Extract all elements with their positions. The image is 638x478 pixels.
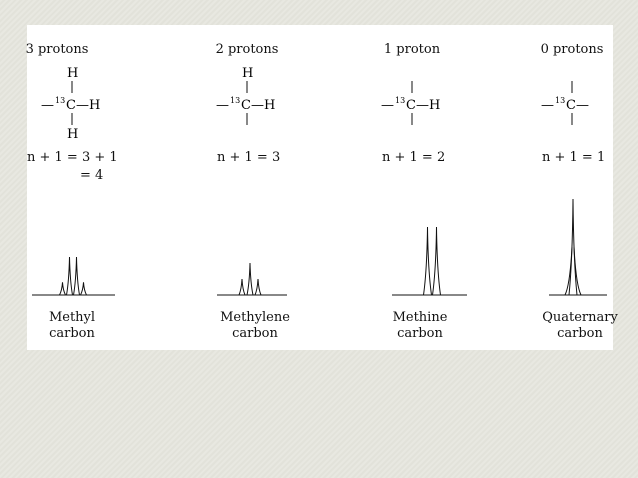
label-line-2: carbon <box>232 326 278 341</box>
spectrum-peaks <box>565 199 581 295</box>
column-methylene <box>202 25 348 350</box>
carbon-atom: C <box>66 98 76 113</box>
singlet-spectrum <box>527 185 638 305</box>
column-heading: 3 protons <box>25 42 89 57</box>
mass-number: 13 <box>555 96 566 105</box>
column-heading: 2 protons <box>215 42 279 57</box>
spectrum-peaks <box>424 227 441 295</box>
peak-3 <box>74 257 80 295</box>
peak-1 <box>569 199 577 295</box>
spectrum-peaks <box>239 263 261 295</box>
peak-4 <box>81 282 87 295</box>
label-line-1: Quaternary <box>542 310 618 325</box>
left-bond: — <box>216 98 229 113</box>
label-line-2: carbon <box>49 326 95 341</box>
column-methine <box>367 25 513 350</box>
peak-2 <box>433 227 441 295</box>
right-hydrogen: —H <box>76 98 101 113</box>
quaternary-structure <box>527 63 638 143</box>
equation-result: = 4 <box>80 168 104 183</box>
top-hydrogen: H <box>67 66 79 81</box>
top-hydrogen: H <box>242 66 254 81</box>
left-bond: — <box>541 98 554 113</box>
equation: n + 1 = 1 <box>542 150 606 165</box>
peak-3 <box>255 279 261 295</box>
right-hydrogen: —H <box>251 98 276 113</box>
figure-panel <box>25 25 618 350</box>
carbon-type-label <box>347 310 493 342</box>
methyl-structure <box>27 63 173 143</box>
spectrum-peaks <box>60 257 87 295</box>
column-methyl <box>27 25 173 350</box>
equation: n + 1 = 3 + 1 <box>27 150 118 165</box>
doublet-spectrum <box>367 185 513 305</box>
left-bond: — <box>381 98 394 113</box>
mass-number: 13 <box>395 96 406 105</box>
label-line-1: Methyl <box>48 310 96 325</box>
peak-1 <box>424 227 432 295</box>
methylene-structure <box>202 63 348 143</box>
peak-1 <box>60 282 66 295</box>
triplet-spectrum <box>202 185 348 305</box>
right-hydrogen: —H <box>416 98 441 113</box>
quartet-spectrum <box>27 185 173 305</box>
peak-1 <box>239 279 245 295</box>
carbon-atom: C <box>566 98 576 113</box>
peak-2 <box>247 263 253 295</box>
peak-2 <box>67 257 73 295</box>
peak-shoulder <box>565 247 581 295</box>
label-line-2: carbon <box>557 326 603 341</box>
carbon-type-label <box>182 310 328 342</box>
equation: n + 1 = 3 <box>217 150 281 165</box>
column-heading: 0 protons <box>540 42 604 57</box>
label-line-1: Methine <box>392 310 448 325</box>
column-heading: 1 proton <box>383 42 441 57</box>
carbon-atom: C <box>241 98 251 113</box>
carbon-atom: C <box>406 98 416 113</box>
equation: n + 1 = 2 <box>382 150 446 165</box>
label-line-2: carbon <box>397 326 443 341</box>
mass-number: 13 <box>230 96 241 105</box>
right-bond: — <box>576 98 589 113</box>
column-quaternary <box>527 25 638 350</box>
bottom-hydrogen: H <box>67 127 79 142</box>
left-bond: — <box>41 98 54 113</box>
carbon-type-label <box>507 310 638 342</box>
mass-number: 13 <box>55 96 66 105</box>
carbon-type-label <box>0 310 145 342</box>
label-line-1: Methylene <box>220 310 290 325</box>
methine-structure <box>367 63 513 143</box>
